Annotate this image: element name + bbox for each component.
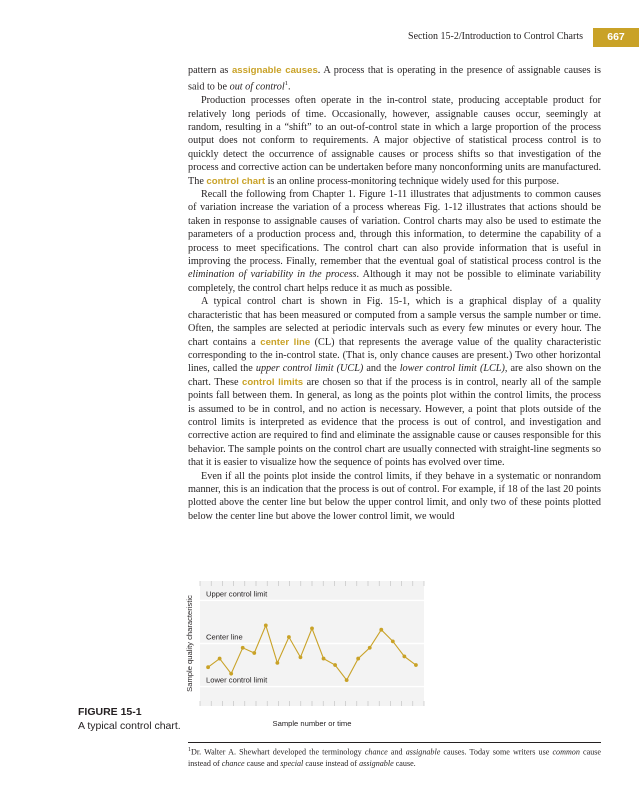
text-run: is an online process-monitoring technique widely used for this purpose. (265, 175, 559, 187)
data-point (310, 627, 314, 631)
data-point (229, 672, 233, 676)
text-run: , are also shown on the chart. These (188, 363, 601, 388)
data-point (322, 657, 326, 661)
data-point (414, 663, 418, 667)
text-run: . (287, 81, 291, 93)
reference-line-label: Center line (206, 632, 243, 642)
text-run: cause and (244, 758, 281, 768)
paragraph-2 (188, 94, 601, 188)
text-run: A typical control chart is shown in Fig. 15-1, which is a graphical display of a quality characteristic that has been measured or computed from a sample versus the sample number or time. Often, the samples are selected at periodic intervals such as every few minutes or every hour. The chart contains a (188, 296, 601, 348)
data-point (379, 628, 383, 632)
emphasis: upper control limit (UCL) (255, 363, 364, 375)
text-run: Production processes often operate in the in-control state, producing acceptable product for relatively long periods of time. Occasionally, however, assignable causes occur, seemingly at random, resulting in a “shift” to an out-of-control state in which a large proportion of the process output does not conform to requirements. A major objective of statistical process control is to quickly detect the occurrence of assignable causes or process shifts so that investigation of the process and corrective action can be undertaken before many nonconforming units are manufactured. The (188, 95, 601, 187)
reference-line-label: Upper control limit (206, 589, 268, 599)
text-run: are chosen so that if the process is in control, nearly all of the sample points fall between them. In general, as long as the points plot within the control limits, the process is assumed to be in control, and no action is necessary. However, a point that plots outside of the control limits is interpreted as evidence that the process is out of control, and investigation and corrective action are required to find and eliminate the assignable cause or causes responsible for this behavior. The sample points on the control chart are usually connected with straight-line segments so that it is easier to visualize how the sequence of points has evolved over time. (188, 376, 601, 469)
emphasis: chance (364, 747, 388, 757)
term-assignable-causes: assignable causes (231, 65, 318, 76)
text-run: cause. (393, 758, 416, 768)
paragraph-1 (188, 64, 601, 94)
text-run: . Although it may not be possible to eliminate variability completely, the control chart helps reduce it as much as possible. (188, 269, 601, 294)
emphasis: special (280, 758, 304, 768)
data-point (264, 623, 268, 627)
term-center-line: center line (260, 336, 311, 348)
footnote-mark: 1 (284, 80, 288, 88)
text-run: and (387, 747, 406, 757)
paragraph-3 (188, 188, 601, 295)
control-chart (178, 575, 608, 735)
text-run: (CL) that represents the average value of the quality characteristic corresponding to the in-control state. (That is, only chance causes are present.) Two other horizontal lines, called the (188, 336, 601, 375)
body-text (188, 64, 601, 523)
data-point (391, 639, 395, 643)
running-header (0, 28, 639, 48)
text-run: Dr. Walter A. Shewhart developed the terminology (191, 747, 365, 757)
text-run: and the (363, 363, 400, 375)
paragraph-5 (188, 470, 601, 524)
data-point (356, 657, 360, 661)
control-chart-figure (178, 575, 608, 735)
data-point (252, 651, 256, 655)
emphasis: out of control (229, 81, 285, 93)
data-point (345, 678, 349, 682)
data-point (275, 661, 279, 665)
x-axis-label: Sample number or time (272, 719, 352, 728)
text-run: cause instead of (188, 747, 601, 768)
figure-number: FIGURE 15-1 (78, 706, 142, 718)
text-run: pattern as (188, 65, 232, 76)
emphasis: lower control limit (LCL) (399, 363, 505, 375)
term-control-chart: control chart (206, 175, 266, 187)
y-axis-label: Sample quality characteristic (185, 595, 194, 692)
emphasis: assignable (359, 758, 394, 768)
data-point (218, 657, 222, 661)
data-point (333, 663, 337, 667)
page-number: 667 (593, 28, 639, 47)
emphasis: common (552, 747, 580, 757)
text-run: causes. Today some writers use (440, 747, 553, 757)
term-control-limits: control limits (241, 376, 304, 388)
footnote (188, 745, 601, 769)
data-point (241, 646, 245, 650)
data-point (206, 665, 210, 669)
data-point (402, 655, 406, 659)
text-run: cause instead of (303, 758, 360, 768)
text-run: Even if all the points plot inside the control limits, if they behave in a systematic or nonrandom manner, this is an indication that the process is out of control. For example, if 18 of the last 20 points plotted above the center line but below the upper control limit, and only two of these points plotted below the center line but above the lower control limit, we would (188, 470, 601, 522)
data-point (299, 655, 303, 659)
data-point (368, 646, 372, 650)
footnote-mark: 1 (188, 747, 191, 753)
footnote-divider (188, 742, 601, 743)
emphasis: assignable (405, 747, 441, 757)
figure-caption (78, 706, 181, 732)
section-title: Section 15-2/Introduction to Control Charts (408, 31, 583, 42)
figure-caption-text: A typical control chart. (78, 720, 181, 732)
emphasis: chance (221, 758, 245, 768)
reference-line-label: Lower control limit (206, 675, 268, 685)
emphasis: elimination of variability in the process (188, 269, 357, 281)
paragraph-4 (188, 295, 601, 469)
text-run: . A process that is operating in the presence of assignable causes is said to be (188, 65, 602, 93)
text-run: Recall the following from Chapter 1. Figure 1-11 illustrates that adjustments to common causes of variation increase the variation of a process whereas Fig. 1-12 illustrates that actions should be taken in response to assignable causes of variation. Control charts may also be used to estimate the parameters of a production process and, through this information, to determine the capability of a process to meet specifications. The control chart can also provide information that is useful in improving the process. Finally, remember that the eventual goal of statistical process control is the (188, 189, 601, 268)
data-point (287, 635, 291, 639)
